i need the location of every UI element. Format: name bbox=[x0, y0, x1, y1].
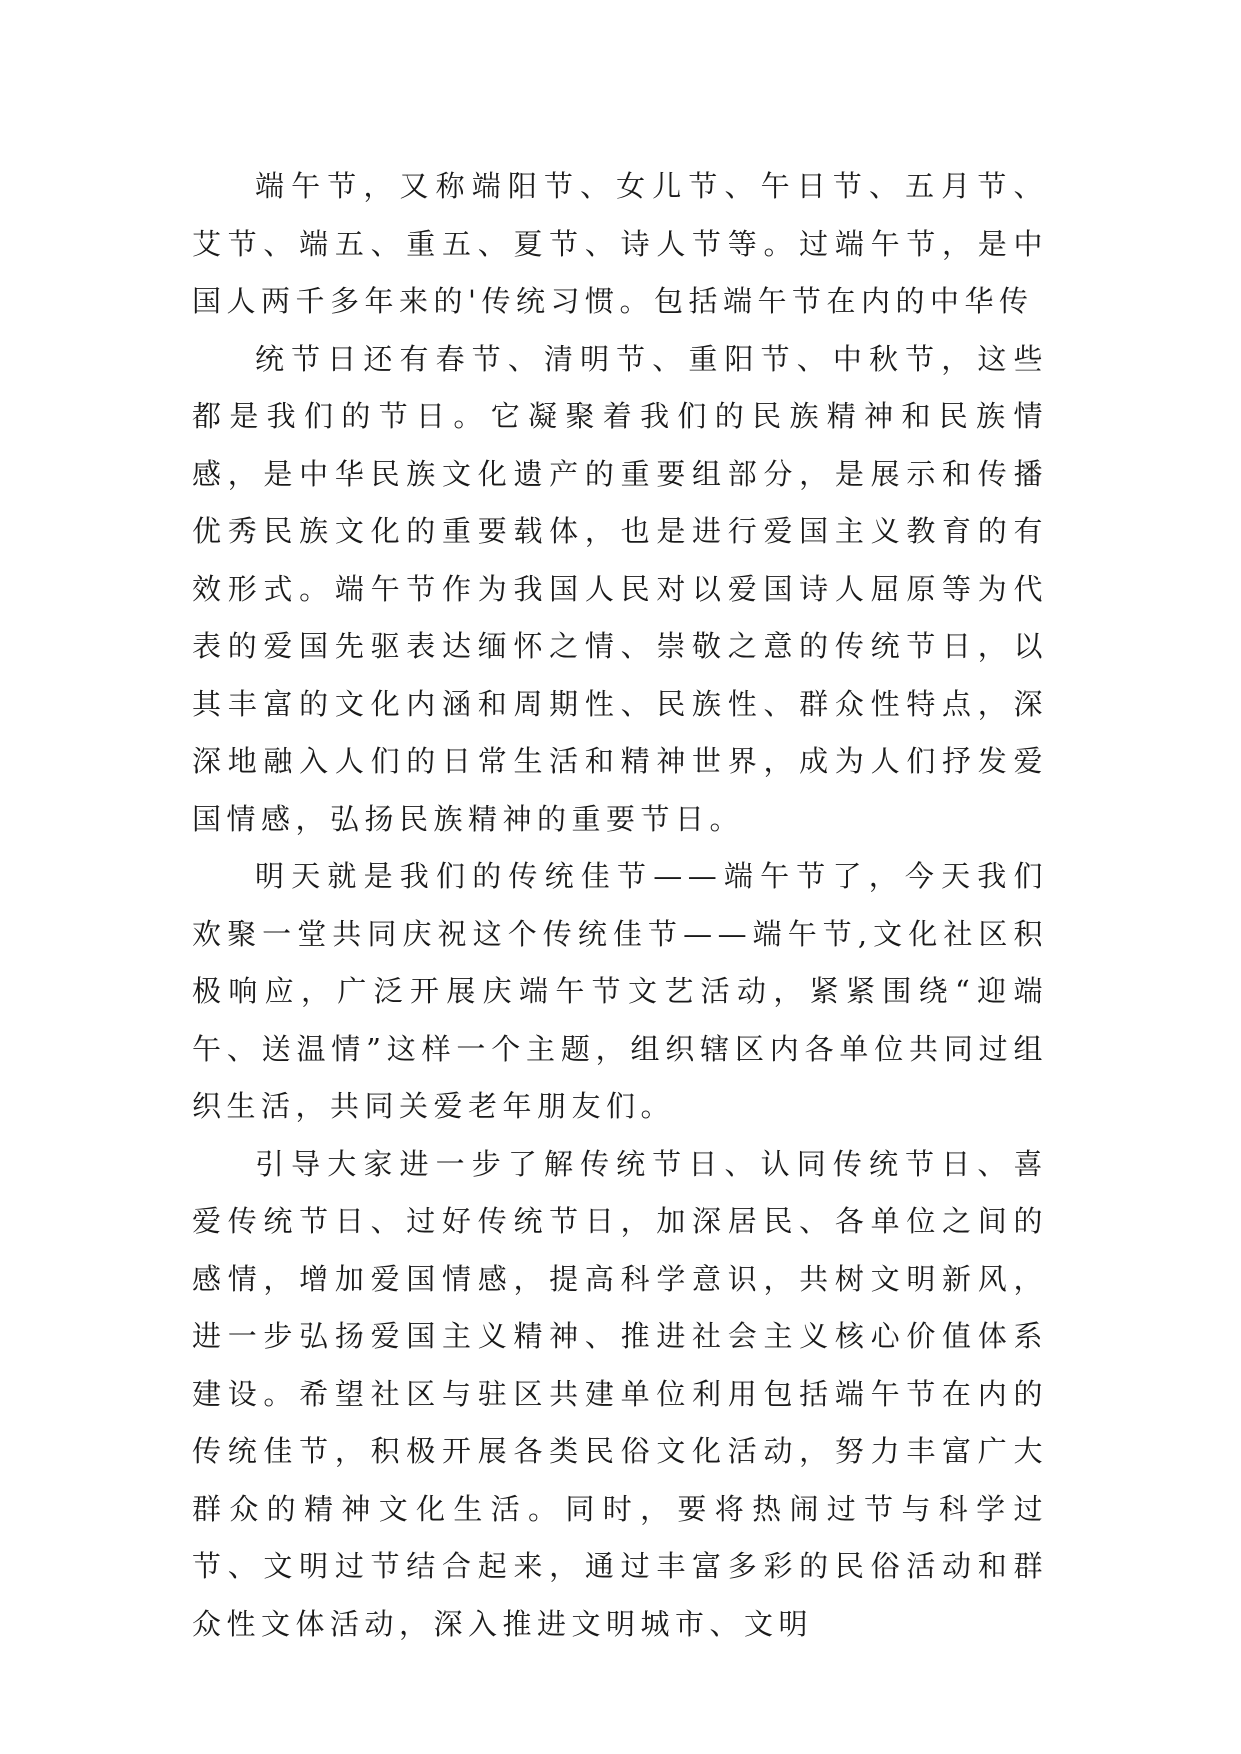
paragraph-4: 引导大家进一步了解传统节日、认同传统节日、喜爱传统节日、过好传统节日，加深居民、各单位之间的感情，增加爱国情感，提高科学意识，共树文明新风，进一步弘扬爱国主义精神、推进社会主义核心价值体系建设。希望社区与驻区共建单位利用包括端午节在内的传统佳节，积极开展各类民俗文化活动，努力丰富广大群众的精神文化生活。同时，要将热闹过节与科学过节、文明过节结合起来，通过丰富多彩的民俗活动和群众性文体活动，深入推进文明城市、文明 bbox=[192, 1146, 1048, 1641]
paragraph-2: 统节日还有春节、清明节、重阳节、中秋节，这些都是我们的节日。它凝聚着我们的民族精神和民族情感，是中华民族文化遗产的重要组部分，是展示和传播优秀民族文化的重要载体，也是进行爱国主义教育的有效形式。端午节作为我国人民对以爱国诗人屈原等为代表的爱国先驱表达缅怀之情、崇敬之意的传统节日，以其丰富的文化内涵和周期性、民族性、群众性特点，深深地融入人们的日常生活和精神世界，成为人们抒发爱国情感，弘扬民族精神的重要节日。 bbox=[192, 341, 1048, 836]
paragraph-1: 端午节，又称端阳节、女儿节、午日节、五月节、艾节、端五、重五、夏节、诗人节等。过端午节，是中国人两千多年来的'传统习惯。包括端午节在内的中华传 bbox=[192, 169, 1048, 318]
paragraph-3: 明天就是我们的传统佳节——端午节了，今天我们欢聚一堂共同庆祝这个传统佳节——端午节,文化社区积极响应，广泛开展庆端午节文艺活动，紧紧围绕“迎端午、送温情”这样一个主题，组织辖区内各单位共同过组织生活，共同关爱老年朋友们。 bbox=[192, 859, 1048, 1123]
document-page bbox=[192, 158, 1048, 1653]
